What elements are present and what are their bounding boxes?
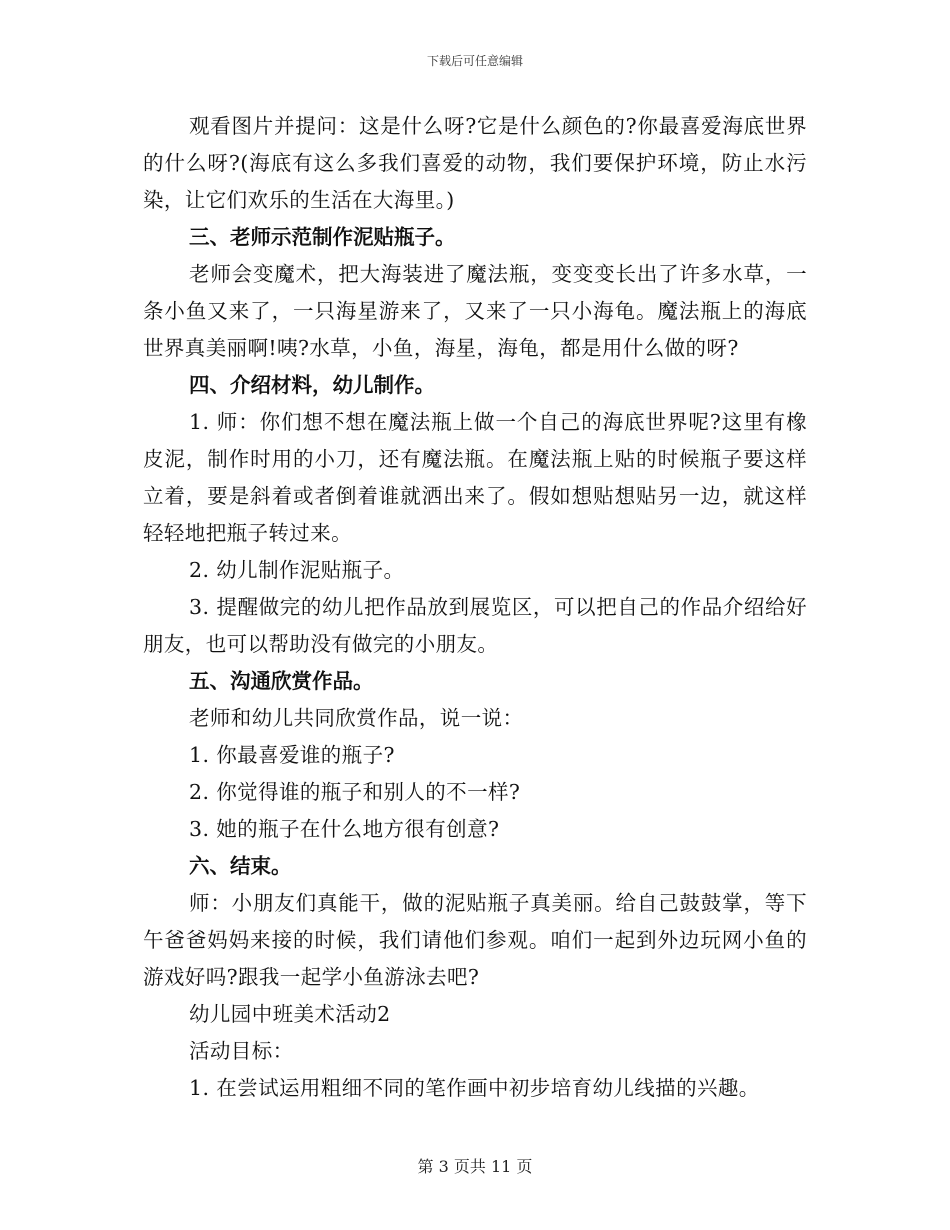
paragraph: 老师会变魔术，把大海装进了魔法瓶，变变变长出了许多水草，一条小鱼又来了，一只海星游来了，又来了一只小海龟。魔法瓶上的海底世界真美丽啊!咦?水草，小鱼，海星，海龟，都是用什么做的呀?	[143, 262, 807, 360]
document-body	[143, 108, 807, 1107]
page-header: 下载后可任意编辑	[426, 54, 523, 68]
paragraph: 观看图片并提问：这是什么呀?它是什么颜色的?你最喜爱海底世界的什么呀?(海底有这么多我们喜爱的动物，我们要保护环境，防止水污染，让它们欢乐的生活在大海里。)	[143, 114, 807, 212]
list-item: 2. 幼儿制作泥贴瓶子。	[189, 558, 405, 582]
list-item: 2. 你觉得谁的瓶子和别人的不一样?	[189, 780, 521, 804]
paragraph: 师：小朋友们真能干，做的泥贴瓶子真美丽。给自己鼓鼓掌，等下午爸爸妈妈来接的时候，我们请他们参观。咱们一起到外边玩网小鱼的游戏好吗?跟我一起学小鱼游泳去吧?	[143, 891, 807, 989]
list-item: 3. 她的瓶子在什么地方很有创意?	[189, 817, 500, 841]
activity-title: 幼儿园中班美术活动2	[189, 1002, 391, 1026]
list-item: 1. 你最喜爱谁的瓶子?	[189, 743, 395, 767]
section-heading: 五、沟通欣赏作品。	[189, 669, 374, 693]
page-footer: 第 3 页共 11 页	[417, 1157, 533, 1176]
section-heading: 六、结束。	[189, 854, 292, 878]
list-item: 1. 在尝试运用粗细不同的笔作画中初步培育幼儿线描的兴趣。	[189, 1076, 760, 1100]
paragraph: 活动目标：	[189, 1039, 294, 1063]
section-heading: 三、老师示范制作泥贴瓶子。	[189, 225, 456, 249]
list-item: 1. 师：你们想不想在魔法瓶上做一个自己的海底世界呢?这里有橡皮泥，制作时用的小刀，还有魔法瓶。在魔法瓶上贴的时候瓶子要这样立着，要是斜着或者倒着谁就洒出来了。假如想贴想贴另一边，就这样轻轻地把瓶子转过来。	[143, 410, 807, 545]
list-item: 3. 提醒做完的幼儿把作品放到展览区，可以把自己的作品介绍给好朋友，也可以帮助没有做完的小朋友。	[143, 595, 807, 656]
section-heading: 四、介绍材料，幼儿制作。	[189, 373, 435, 397]
paragraph: 老师和幼儿共同欣赏作品，说一说：	[189, 706, 524, 730]
